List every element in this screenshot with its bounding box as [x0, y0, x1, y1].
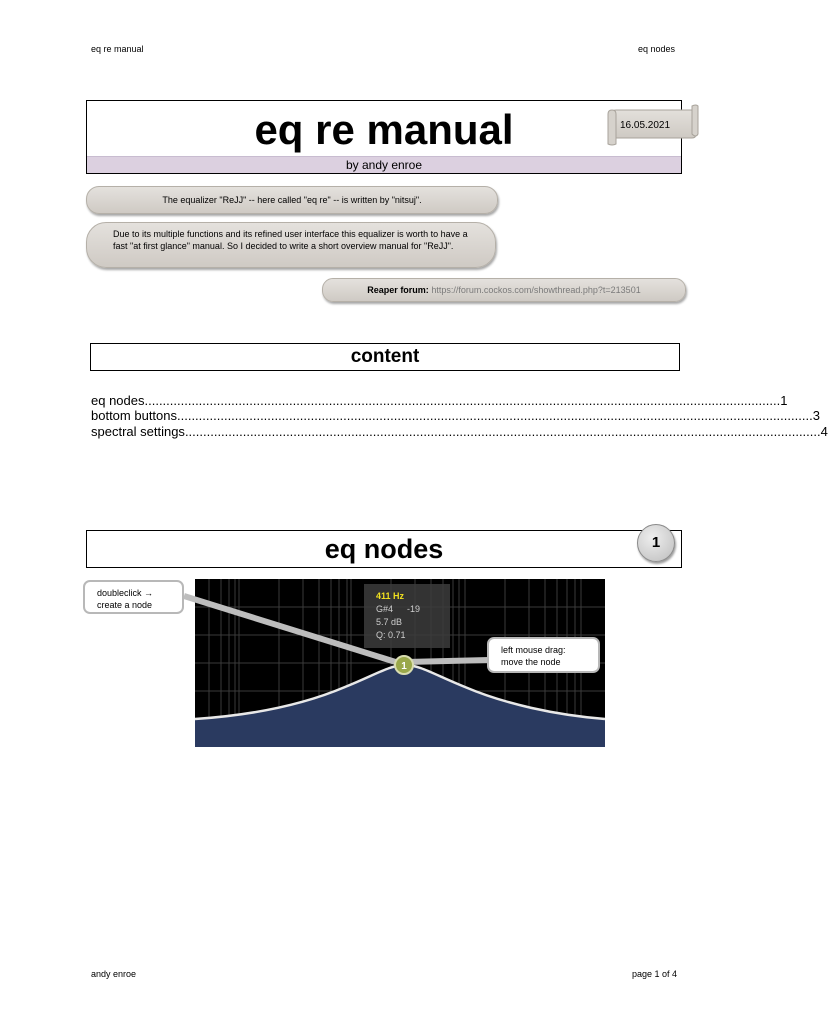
header-section-name: eq nodes — [637, 44, 675, 54]
footer-author: andy enroe — [91, 969, 137, 979]
toc-title: spectral settings — [91, 424, 185, 439]
callout-create-node — [83, 580, 184, 614]
content-heading: content — [90, 343, 680, 371]
tooltip-frequency: 411 Hz — [376, 591, 405, 601]
toc-title: eq nodes — [91, 393, 145, 408]
callout-move-node — [487, 637, 600, 673]
toc-leader: ................................................................................................................................................................................ — [184, 424, 821, 439]
toc-leader: ................................................................................................................................................................................ — [177, 408, 813, 423]
page-title: eq re manual — [254, 106, 514, 153]
header-doc-title: eq re manual — [91, 44, 144, 54]
intro-author-note: The equalizer "ReJJ" -- here called "eq re" -- is written by "nitsuj". — [86, 186, 498, 214]
callout-line: move the node — [501, 657, 561, 667]
byline: by andy enroe — [87, 156, 681, 173]
section-number-badge: 1 — [637, 524, 675, 562]
callout-line: doubleclick → — [97, 588, 154, 598]
tooltip-q: Q: 0.71 — [376, 630, 406, 640]
callout-line: left mouse drag: — [501, 645, 566, 655]
tooltip-cents: -19 — [407, 604, 421, 614]
tooltip-note: G#4 — [376, 604, 394, 614]
callout-line: create a node — [97, 600, 153, 610]
date-text: 16.05.2021 — [620, 120, 671, 131]
tooltip-gain: 5.7 dB — [376, 617, 403, 627]
forum-link[interactable]: https://forum.cockos.com/showthread.php?t=213501 — [431, 285, 641, 295]
toc-title: bottom buttons — [91, 408, 177, 423]
eq-node-label: 1 — [401, 661, 407, 672]
toc-page: 4 — [820, 424, 828, 439]
toc-page: 1 — [780, 393, 788, 408]
forum-label: Reaper forum: — [367, 285, 429, 295]
toc-leader: ................................................................................................................................................................................ — [144, 393, 781, 408]
node-tooltip — [364, 584, 450, 648]
tooltip-note-row — [376, 603, 450, 616]
intro-purpose-note: Due to its multiple functions and its refined user interface this equalizer is worth to have a fast "at first glance" manual. So I decided to write a short overview manual for "ReJJ". — [86, 222, 496, 268]
toc-page: 3 — [812, 408, 820, 423]
footer-page-number: page 1 of 4 — [631, 969, 677, 979]
section-heading: eq nodes — [86, 530, 682, 568]
